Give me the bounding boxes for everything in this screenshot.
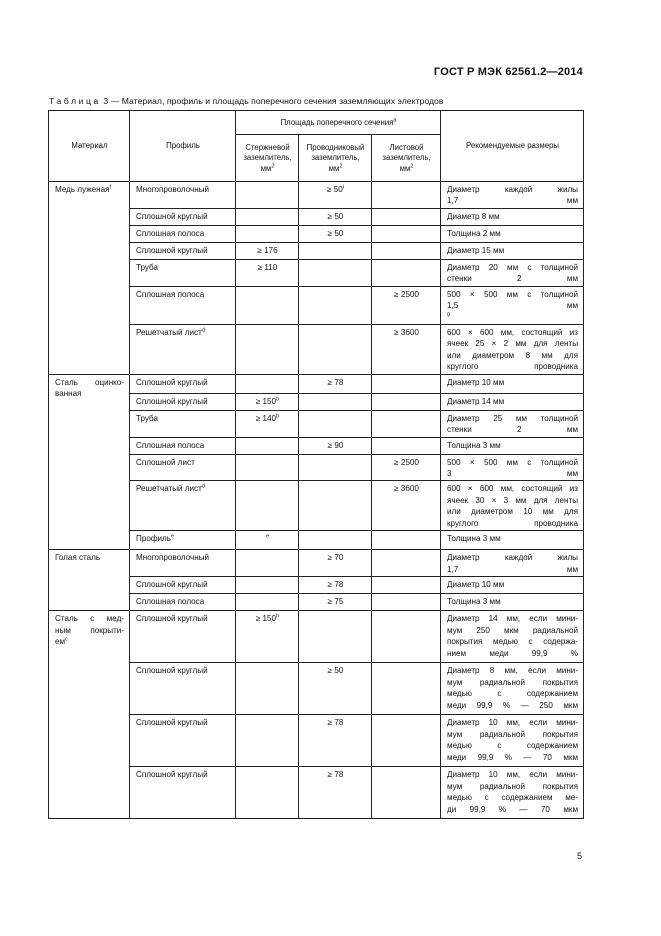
table-row	[49, 410, 584, 437]
profile-cell	[130, 715, 236, 767]
profile-cell	[130, 410, 236, 437]
recommended-line	[447, 552, 578, 563]
profile-cell	[130, 208, 236, 225]
rod-value: ≥ 140	[255, 413, 277, 423]
recommended-text: 600 × 600 мм, состоящий из	[447, 327, 579, 337]
recommended-line	[447, 184, 578, 195]
profile-text: Труба	[136, 262, 158, 272]
rod-value: ≥ 110	[257, 262, 278, 272]
table-row	[49, 242, 584, 259]
conductor-value: ≥ 78	[327, 718, 344, 728]
recommended-note: g	[447, 311, 451, 318]
recommended-text: мум 250 мкм радиальной	[447, 625, 579, 635]
rod-cell	[236, 454, 299, 481]
profile-cell	[130, 393, 236, 410]
profile-cell	[130, 611, 236, 663]
rod-note: b	[276, 413, 280, 420]
recommended-cell	[441, 454, 584, 481]
material-note: f	[109, 184, 112, 191]
conductor-value: ≥ 78	[327, 377, 344, 387]
table-row	[49, 208, 584, 225]
recommended-text: медью с содержанием	[447, 689, 579, 699]
recommended-text: Диаметр 14 мм, если мини-	[447, 614, 579, 624]
profile-cell	[130, 225, 236, 242]
profile-note: d	[201, 327, 205, 334]
recommended-text: Диаметр 10 мм	[447, 377, 505, 387]
recommended-line	[447, 752, 578, 763]
table-row	[49, 663, 584, 715]
conductor-cell	[299, 663, 372, 715]
recommended-cell	[441, 611, 584, 663]
profile-text: Сплошной круглый	[136, 770, 208, 780]
conductor-cell	[299, 182, 372, 209]
header-sheet: Листовой заземлитель, $мм^2$	[372, 135, 441, 182]
recommended-line	[447, 262, 578, 273]
profile-text: Сплошной круглый	[136, 211, 208, 221]
recommended-text: Толщина 2 мм	[447, 228, 501, 238]
table-row	[49, 286, 584, 324]
recommended-cell	[441, 550, 584, 577]
recommended-line	[447, 792, 578, 803]
materials-table	[48, 110, 584, 819]
material-text: ным покрыти-	[55, 625, 124, 635]
recommended-text: медью с содержанием	[447, 741, 579, 751]
sheet-value: ≥ 2500	[394, 457, 419, 467]
table-row	[49, 577, 584, 594]
recommended-text: круглого проводника	[447, 518, 579, 528]
rod-cell	[236, 208, 299, 225]
conductor-cell	[299, 767, 372, 819]
recommended-line	[447, 424, 578, 435]
recommended-text: или диаметром 10 мм для	[447, 507, 579, 517]
profile-text: Сплошной круглый	[136, 614, 208, 624]
rod-cell	[236, 531, 299, 550]
recommended-line	[447, 648, 578, 659]
table-row	[49, 324, 584, 374]
rod-cell	[236, 182, 299, 209]
conductor-cell	[299, 577, 372, 594]
rod-cell	[236, 437, 299, 454]
recommended-line	[447, 677, 578, 688]
recommended-text: мум радиальной покрытия	[447, 677, 579, 687]
conductor-cell	[299, 531, 372, 550]
rod-cell	[236, 225, 299, 242]
header-recommended: Рекомендуемые размеры	[441, 111, 584, 182]
recommended-text: Диаметр 14 мм	[447, 396, 505, 406]
rod-cell	[236, 242, 299, 259]
recommended-cell	[441, 324, 584, 374]
recommended-text: Диаметр 20 мм с толщиной	[447, 262, 579, 272]
recommended-cell	[441, 663, 584, 715]
recommended-text: Диаметр 10 мм, если мини-	[447, 718, 579, 728]
recommended-text: круглого проводника	[447, 362, 579, 372]
rod-value: ≥ 150	[255, 396, 277, 406]
recommended-cell	[441, 208, 584, 225]
material-cell	[49, 374, 130, 550]
rod-cell	[236, 374, 299, 393]
recommended-text: или диаметром 8 мм для	[447, 350, 579, 360]
conductor-cell	[299, 242, 372, 259]
material-cell	[49, 182, 130, 375]
recommended-text: 600 × 600 мм, состоящий из	[447, 484, 579, 494]
sheet-cell	[372, 611, 441, 663]
material-line	[55, 388, 124, 399]
table-row	[49, 715, 584, 767]
recommended-text: 1,5 мм	[447, 301, 579, 311]
rod-value: ≥ 176	[257, 245, 278, 255]
recommended-cell	[441, 242, 584, 259]
rod-note: h	[276, 613, 280, 620]
rod-cell	[236, 715, 299, 767]
recommended-text: Диаметр 10 мм, если мини-	[447, 770, 579, 780]
sheet-cell	[372, 767, 441, 819]
profile-cell	[130, 550, 236, 577]
recommended-line	[447, 273, 578, 284]
recommended-line	[447, 518, 578, 529]
profile-cell	[130, 374, 236, 393]
recommended-text: 3 мм	[447, 469, 579, 479]
profile-note: d	[201, 483, 205, 490]
recommended-line	[447, 468, 578, 479]
conductor-cell	[299, 286, 372, 324]
recommended-line	[447, 195, 578, 206]
material-text: Сталь с мед-	[55, 614, 124, 624]
sheet-cell	[372, 242, 441, 259]
recommended-text: Толщина 3 мм	[447, 597, 501, 607]
profile-text: Труба	[136, 413, 158, 423]
rod-cell	[236, 663, 299, 715]
conductor-cell	[299, 225, 372, 242]
rod-note: b	[276, 396, 280, 403]
header-area: Площадь поперечного сечения$^a$	[236, 111, 441, 135]
recommended-line	[447, 350, 578, 361]
profile-cell	[130, 259, 236, 286]
caption-number: 3	[103, 96, 109, 106]
table-body	[49, 182, 584, 819]
recommended-cell	[441, 410, 584, 437]
table-row	[49, 594, 584, 611]
profile-text: Многопроволочный	[136, 553, 210, 563]
sheet-cell	[372, 393, 441, 410]
profile-text: Сплошной лист	[136, 457, 195, 467]
sheet-cell	[372, 437, 441, 454]
rod-cell	[236, 481, 299, 531]
recommended-line	[447, 564, 578, 575]
conductor-value: ≥ 50	[327, 666, 344, 676]
recommended-cell	[441, 286, 584, 324]
conductor-value: ≥ 50	[327, 185, 343, 194]
table-row	[49, 454, 584, 481]
profile-text: Сплошной круглый	[136, 396, 208, 406]
sheet-cell	[372, 577, 441, 594]
material-cell	[49, 550, 130, 611]
table-row	[49, 531, 584, 550]
recommended-text: Диаметр 10 мм	[447, 580, 505, 590]
sheet-value: ≥ 3600	[394, 327, 419, 337]
rod-cell	[236, 550, 299, 577]
sheet-cell	[372, 410, 441, 437]
recommended-cell	[441, 481, 584, 531]
recommended-text: медью с содержанием ме-	[447, 793, 579, 803]
table-row	[49, 374, 584, 393]
recommended-text: Диаметр 15 мм	[447, 245, 505, 255]
recommended-cell	[441, 594, 584, 611]
recommended-cell	[441, 577, 584, 594]
recommended-text: 1,7 мм	[447, 196, 579, 206]
profile-note: e	[170, 533, 175, 540]
recommended-line	[447, 361, 578, 372]
profile-cell	[130, 324, 236, 374]
table-row	[49, 225, 584, 242]
recommended-text: Диаметр 8 мм	[447, 211, 500, 221]
recommended-text: ячеек 30 × 3 мм для ленты	[447, 495, 579, 505]
sheet-cell	[372, 531, 441, 550]
conductor-cell	[299, 208, 372, 225]
table-row	[49, 393, 584, 410]
recommended-cell	[441, 437, 584, 454]
recommended-line	[447, 688, 578, 699]
material-line	[55, 184, 124, 195]
rod-cell	[236, 611, 299, 663]
recommended-line	[447, 613, 578, 624]
recommended-text: Толщина 3 мм	[447, 440, 501, 450]
material-cell	[49, 611, 130, 819]
profile-cell	[130, 182, 236, 209]
profile-text: Решетчатый лист	[136, 327, 202, 337]
header-conductor: Проводниковый заземлитель, $мм^2$	[299, 135, 372, 182]
conductor-cell	[299, 594, 372, 611]
recommended-line	[447, 700, 578, 711]
profile-text: Решетчатый лист	[136, 484, 202, 494]
recommended-line	[447, 495, 578, 506]
recommended-line	[447, 625, 578, 636]
recommended-text: ячеек 25 × 2 мм для ленты	[447, 339, 579, 349]
profile-text: Сплошной круглый	[136, 377, 208, 387]
recommended-text: 500 × 500 мм с толщиной	[447, 457, 579, 467]
material-text: Медь луженая	[55, 185, 110, 194]
conductor-value: ≥ 70	[327, 553, 344, 563]
rod-cell	[236, 594, 299, 611]
profile-text: Сплошной круглый	[136, 580, 208, 590]
profile-cell	[130, 242, 236, 259]
profile-text: Сплошной круглый	[136, 718, 208, 728]
material-text: ванная	[55, 389, 82, 399]
conductor-cell	[299, 715, 372, 767]
page-number: 5	[576, 851, 582, 861]
material-text: Голая сталь	[55, 553, 101, 563]
profile-cell	[130, 663, 236, 715]
recommended-text: 1,7 мм	[447, 564, 579, 574]
caption-prefix: Таблица	[49, 96, 101, 106]
rod-cell	[236, 286, 299, 324]
standard-code: ГОСТ Р МЭК 62561.2—2014	[433, 66, 583, 78]
recommended-line	[447, 729, 578, 740]
header-material: Материал	[49, 111, 130, 182]
sheet-cell	[372, 225, 441, 242]
recommended-text: Диаметр каждой жилы	[447, 185, 579, 194]
profile-cell	[130, 481, 236, 531]
recommended-text: мум радиальной покрытия	[447, 729, 579, 739]
conductor-cell	[299, 259, 372, 286]
sheet-cell	[372, 259, 441, 286]
recommended-line	[447, 300, 578, 323]
rod-cell	[236, 577, 299, 594]
recommended-line	[447, 717, 578, 728]
profile-text: Сплошная полоса	[136, 289, 205, 299]
profile-text: Многопроволочный	[136, 185, 210, 194]
recommended-cell	[441, 767, 584, 819]
profile-cell	[130, 286, 236, 324]
sheet-cell	[372, 286, 441, 324]
recommended-text: стенки 2 мм	[447, 274, 579, 284]
material-line	[55, 613, 124, 624]
conductor-note: i	[342, 184, 344, 191]
conductor-value: ≥ 78	[327, 580, 344, 590]
table-row	[49, 182, 584, 209]
rod-cell	[236, 393, 299, 410]
recommended-text: Диаметр 25 мм толщиной	[447, 413, 579, 423]
conductor-cell	[299, 393, 372, 410]
profile-text: Сплошной круглый	[136, 245, 208, 255]
profile-cell	[130, 594, 236, 611]
profile-text: Сплошной круглый	[136, 666, 208, 676]
recommended-line	[447, 338, 578, 349]
material-line	[55, 552, 124, 563]
table-row	[49, 437, 584, 454]
conductor-cell	[299, 481, 372, 531]
conductor-value: ≥ 78	[327, 770, 344, 780]
profile-cell	[130, 577, 236, 594]
recommended-cell	[441, 374, 584, 393]
conductor-cell	[299, 324, 372, 374]
material-line	[55, 625, 124, 636]
recommended-line	[447, 413, 578, 424]
sheet-value: ≥ 2500	[394, 289, 419, 299]
recommended-line	[447, 636, 578, 647]
recommended-cell	[441, 531, 584, 550]
recommended-line	[447, 289, 578, 300]
recommended-line	[447, 327, 578, 338]
recommended-text: Диаметр 8 мм, если мини-	[447, 666, 579, 676]
table-row	[49, 767, 584, 819]
recommended-text: стенки 2 мм	[447, 425, 579, 435]
recommended-cell	[441, 225, 584, 242]
recommended-line	[447, 483, 578, 494]
table-row	[49, 550, 584, 577]
sheet-cell	[372, 324, 441, 374]
profile-text: Сплошная полоса	[136, 228, 205, 238]
header-rod: Стержневой заземлитель, $мм^2$	[236, 135, 299, 182]
sheet-cell	[372, 182, 441, 209]
rod-cell	[236, 324, 299, 374]
recommended-text: меди 99,9 % — 70 мкм	[447, 752, 579, 762]
conductor-cell	[299, 374, 372, 393]
recommended-text: мум радиальной покрытия	[447, 781, 579, 791]
conductor-value: ≥ 50	[327, 211, 344, 221]
caption-text: — Материал, профиль и площадь поперечного сечения заземляющих электродов	[110, 96, 444, 106]
rod-note: e	[265, 533, 270, 540]
sheet-cell	[372, 454, 441, 481]
recommended-text: покрытия медью с содержа-	[447, 637, 579, 647]
table-row	[49, 481, 584, 531]
table-caption	[49, 96, 444, 106]
material-line	[55, 636, 124, 647]
conductor-value: ≥ 50	[327, 228, 344, 238]
conductor-value: ≥ 90	[327, 440, 344, 450]
recommended-cell	[441, 182, 584, 209]
recommended-cell	[441, 393, 584, 410]
recommended-cell	[441, 259, 584, 286]
profile-cell	[130, 767, 236, 819]
rod-value: ≥ 150	[255, 614, 277, 624]
conductor-cell	[299, 437, 372, 454]
sheet-cell	[372, 594, 441, 611]
profile-cell	[130, 437, 236, 454]
recommended-line	[447, 665, 578, 676]
recommended-text: 500 × 500 мм с толщиной	[447, 289, 579, 299]
sheet-cell	[372, 663, 441, 715]
recommended-text: меди 99,9 % — 250 мкм	[447, 700, 579, 710]
recommended-line	[447, 804, 578, 815]
recommended-line	[447, 506, 578, 517]
rod-cell	[236, 767, 299, 819]
sheet-cell	[372, 208, 441, 225]
sheet-cell	[372, 715, 441, 767]
recommended-line	[447, 740, 578, 751]
rod-cell	[236, 259, 299, 286]
profile-cell	[130, 454, 236, 481]
sheet-cell	[372, 550, 441, 577]
conductor-cell	[299, 410, 372, 437]
recommended-cell	[441, 715, 584, 767]
recommended-text: нием меди 99,9 %	[447, 648, 579, 658]
table-row	[49, 259, 584, 286]
header-profile: Профиль	[130, 111, 236, 182]
rod-cell	[236, 410, 299, 437]
material-text: ем	[55, 637, 66, 647]
recommended-line	[447, 781, 578, 792]
table-row	[49, 611, 584, 663]
recommended-text: ди 99,9 % — 70 мкм	[447, 804, 579, 814]
recommended-line	[447, 769, 578, 780]
sheet-cell	[372, 374, 441, 393]
material-line	[55, 377, 124, 388]
sheet-value: ≥ 3600	[394, 484, 419, 494]
recommended-text: Диаметр каждой жилы	[447, 553, 579, 563]
material-text: Сталь оцинко-	[55, 377, 124, 387]
conductor-cell	[299, 611, 372, 663]
profile-text: Сплошная полоса	[136, 597, 205, 607]
conductor-cell	[299, 550, 372, 577]
sheet-cell	[372, 481, 441, 531]
conductor-value: ≥ 75	[327, 597, 344, 607]
profile-cell	[130, 531, 236, 550]
recommended-text: Толщина 3 мм	[447, 534, 501, 544]
profile-text: Сплошная полоса	[136, 440, 205, 450]
material-note: c	[65, 636, 68, 643]
conductor-cell	[299, 454, 372, 481]
profile-text: Профиль	[136, 534, 171, 544]
recommended-line	[447, 457, 578, 468]
